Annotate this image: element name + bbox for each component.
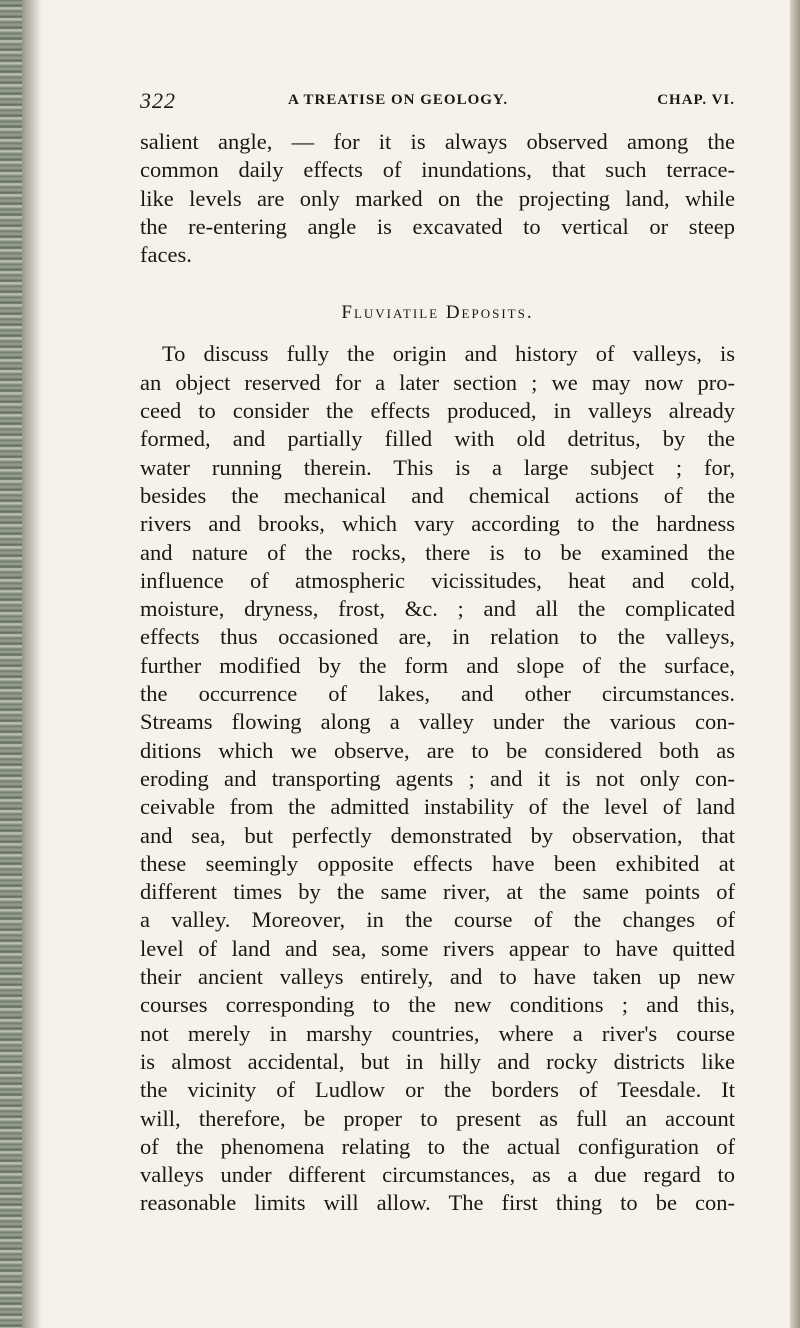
text-line: eroding and transporting agents ; and it is not only con- [140, 765, 735, 791]
text-line: To discuss fully the origin and history of valleys, is [162, 341, 735, 367]
page-right-edge [790, 0, 800, 1328]
text-line: formed, and partially filled with old detritus, by the [140, 426, 735, 452]
text-line: water running therein. This is a large subject ; for, [140, 454, 735, 480]
paragraph-2 [140, 340, 735, 1217]
text-line: different times by the same river, at the same points of [140, 879, 735, 905]
text-line: their ancient valleys entirely, and to have taken up new [140, 964, 735, 990]
book-page [140, 88, 735, 1218]
running-title: A TREATISE ON GEOLOGY. [288, 92, 509, 108]
text-line: salient angle, — for it is always observed among the [140, 129, 735, 154]
text-line: will, therefore, be proper to present as full an account [140, 1105, 735, 1131]
text-line: ceivable from the admitted instability of the level of land [140, 794, 735, 820]
paragraph-1 [140, 128, 735, 269]
text-line: and nature of the rocks, there is to be examined the [140, 539, 735, 565]
text-line: the occurrence of lakes, and other circumstances. [140, 681, 735, 707]
text-line: faces. [140, 242, 192, 268]
text-line: Streams flowing along a valley under the various con- [140, 709, 735, 735]
text-line: ditions which we observe, are to be considered both as [140, 737, 735, 763]
text-line: is almost accidental, but in hilly and rocky districts like [140, 1048, 735, 1074]
text-line: valleys under different circumstances, as a due regard to [140, 1162, 735, 1188]
text-line: the vicinity of Ludlow or the borders of Teesdale. It [140, 1077, 735, 1103]
section-heading: Fluviatile Deposits. [341, 302, 534, 324]
text-line: like levels are only marked on the projecting land, while [140, 185, 735, 211]
text-line: moisture, dryness, frost, &c. ; and all the complicated [140, 596, 735, 622]
text-line: common daily effects of inundations, that such terrace- [140, 157, 735, 183]
text-line: further modified by the form and slope of the surface, [140, 652, 735, 678]
text-line: level of land and sea, some rivers appear to have quitted [140, 935, 735, 961]
text-line: effects thus occasioned are, in relation to the valleys, [140, 624, 735, 650]
text-line: an object reserved for a later section ; we may now pro- [140, 369, 735, 395]
text-line: the re-entering angle is excavated to vertical or steep [140, 213, 735, 239]
chapter-label: CHAP. VI. [657, 92, 735, 108]
book-binding-edge [0, 0, 22, 1328]
gutter-shadow [22, 0, 42, 1328]
text-line: a valley. Moreover, in the course of the changes of [140, 907, 735, 933]
text-line: reasonable limits will allow. The first thing to be con- [140, 1190, 735, 1216]
text-line: influence of atmospheric vicissitudes, heat and cold, [140, 567, 735, 593]
page-number: 322 [140, 88, 176, 113]
text-line: courses corresponding to the new conditions ; and this, [140, 992, 735, 1018]
text-line: rivers and brooks, which vary according to the hardness [140, 511, 735, 537]
running-head [140, 88, 735, 118]
text-line: of the phenomena relating to the actual configuration of [140, 1133, 735, 1159]
text-line: not merely in marshy countries, where a river's course [140, 1020, 735, 1046]
text-line: and sea, but perfectly demonstrated by observation, that [140, 822, 735, 848]
text-line: ceed to consider the effects produced, in valleys already [140, 398, 735, 424]
text-line: these seemingly opposite effects have been exhibited at [140, 850, 735, 876]
text-line: besides the mechanical and chemical actions of the [140, 482, 735, 508]
